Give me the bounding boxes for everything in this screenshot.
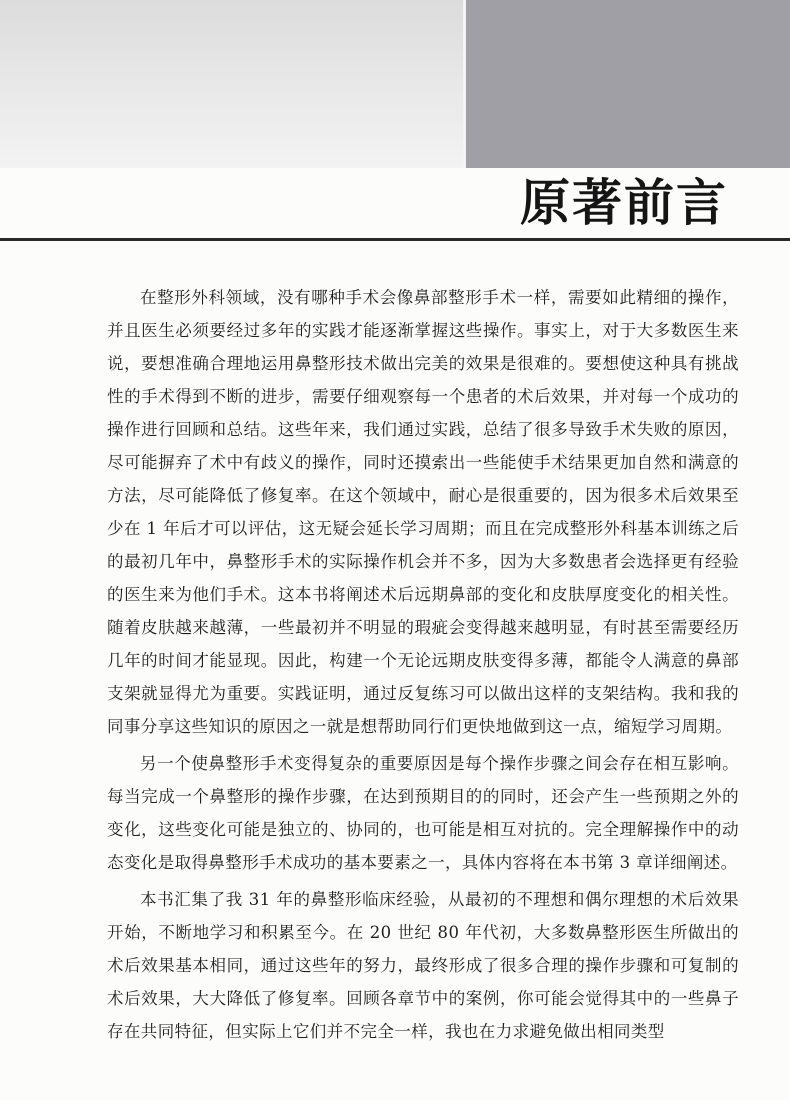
paragraph-2: 另一个使鼻整形手术变得复杂的重要原因是每个操作步骤之间会存在相互影响。每当完成一个鼻整形的操作步骤，在达到预期目的的同时，还会产生一些预期之外的变化，这些变化可能是独立的、协同的，也可能是相互对抗的。完全理解操作中的动态变化是取得鼻整形手术成功的基本要素之一，具体内容将在本书第 3 章详细阐述。: [107, 754, 739, 872]
body-text: [107, 281, 739, 1048]
title-rule: [0, 238, 790, 241]
header-band-right-panel: [466, 0, 790, 168]
paragraph-3: 本书汇集了我 31 年的鼻整形临床经验，从最初的不理想和偶尔理想的术后效果开始，不断地学习和积累至今。在 20 世纪 80 年代初，大多数鼻整形医生所做出的术后效果基本相同，通过这些年的努力，最终形成了很多合理的操作步骤和可复制的术后效果，大大降低了修复率。回顾各章节中的案例，你可能会觉得其中的一些鼻子存在共同特征，但实际上它们并不完全一样，我也在力求避免做出相同类型: [107, 890, 739, 1041]
header-band-left-panel: [0, 0, 463, 168]
paragraph-1: 在整形外科领域，没有哪种手术会像鼻部整形手术一样，需要如此精细的操作，并且医生必须要经过多年的实践才能逐渐掌握这些操作。事实上，对于大多数医生来说，要想准确合理地运用鼻整形技术做出完美的效果是很难的。要想使这种具有挑战性的手术得到不断的进步，需要仔细观察每一个患者的术后效果，并对每一个成功的操作进行回顾和总结。这些年来，我们通过实践，总结了很多导致手术失败的原因，尽可能摒弃了术中有歧义的操作，同时还摸索出一些能使手术结果更加自然和满意的方法，尽可能降低了修复率。在这个领域中，耐心是很重要的，因为很多术后效果至少在 1 年后才可以评估，这无疑会延长学习周期；而且在完成整形外科基本训练之后的最初几年中，鼻整形手术的实际操作机会并不多，因为大多数患者会选择更有经验的医生来为他们手术。这本书将阐述术后远期鼻部的变化和皮肤厚度变化的相关性。随着皮肤越来越薄，一些最初并不明显的瑕疵会变得越来越明显，有时甚至需要经历几年的时间才能显现。因此，构建一个无论远期皮肤变得多薄，都能令人满意的鼻部支架就显得尤为重要。实践证明，通过反复练习可以做出这样的支架结构。我和我的同事分享这些知识的原因之一就是想帮助同行们更快地做到这一点，缩短学习周期。: [107, 288, 739, 736]
header-band: [0, 0, 790, 168]
page-title: 原著前言: [520, 173, 728, 232]
